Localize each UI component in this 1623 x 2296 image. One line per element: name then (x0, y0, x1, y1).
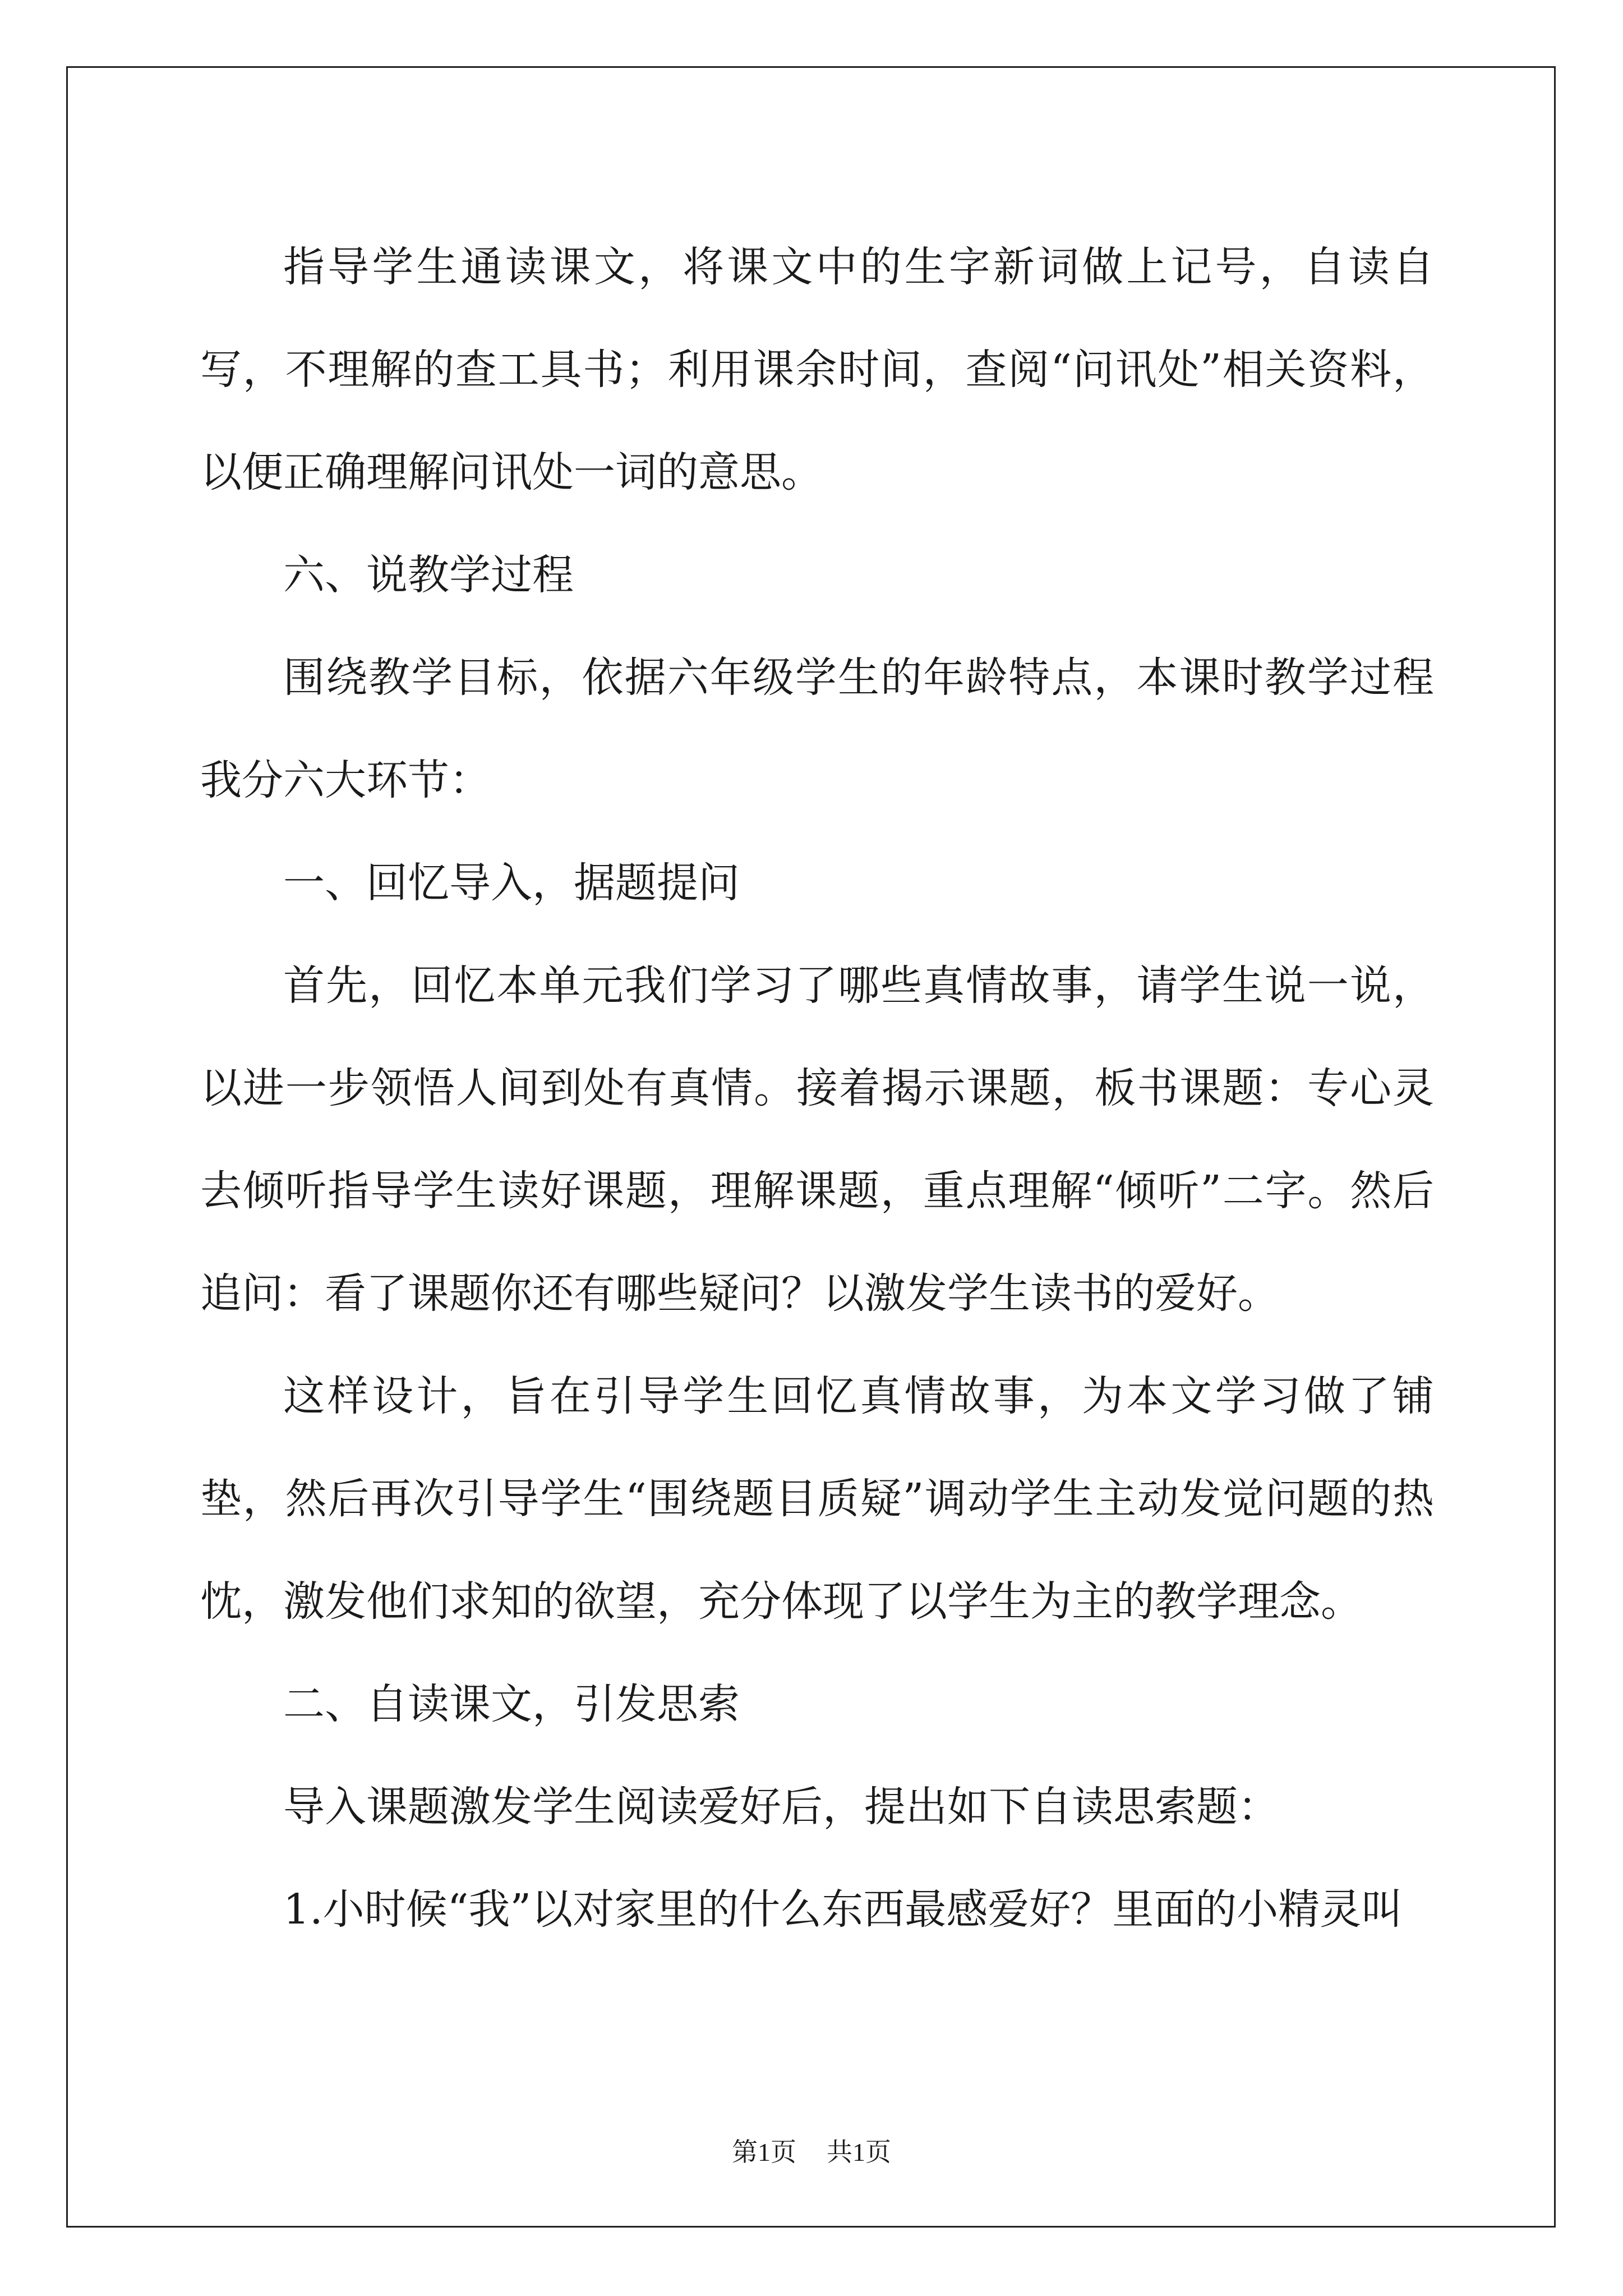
paragraph: 导入课题激发学生阅读爱好后，提出如下自读思索题： (283, 1783, 1279, 1831)
page-number: 第1页 (732, 2138, 796, 2166)
section-heading: 六、说教学过程 (283, 551, 574, 599)
document-body (200, 216, 1434, 1961)
section-heading: 二、自读课文，引发思索 (283, 1680, 740, 1728)
page-footer (0, 2132, 1623, 2169)
paragraph: 这样设计，旨在引导学生回忆真情故事，为本文学习做了铺垫，然后再次引导学生“围绕题目质疑”调动学生主动发觉问题的热忱，激发他们求知的欲望，充分体现了以学生为主的教学理念。 (200, 1372, 1434, 1626)
page-total: 共1页 (827, 2138, 891, 2166)
paragraph: 围绕教学目标，依据六年级学生的年龄特点，本课时教学过程我分六大环节： (200, 654, 1434, 804)
list-item: 1.小时候“我”以对家里的什么东西最感爱好？里面的小精灵叫 (283, 1885, 1403, 1934)
paragraph: 首先，回忆本单元我们学习了哪些真情故事，请学生说一说，以进一步领悟人间到处有真情。接着揭示课题，板书课题：专心灵去倾听指导学生读好课题，理解课题，重点理解“倾听”二字。然后追问：看了课题你还有哪些疑问？以激发学生读书的爱好。 (200, 961, 1434, 1318)
paragraph: 指导学生通读课文，将课文中的生字新词做上记号，自读自写，不理解的查工具书；利用课余时间，查阅“问讯处”相关资料，以便正确理解问讯处一词的意思。 (200, 243, 1434, 496)
section-heading: 一、回忆导入，据题提问 (283, 859, 740, 907)
